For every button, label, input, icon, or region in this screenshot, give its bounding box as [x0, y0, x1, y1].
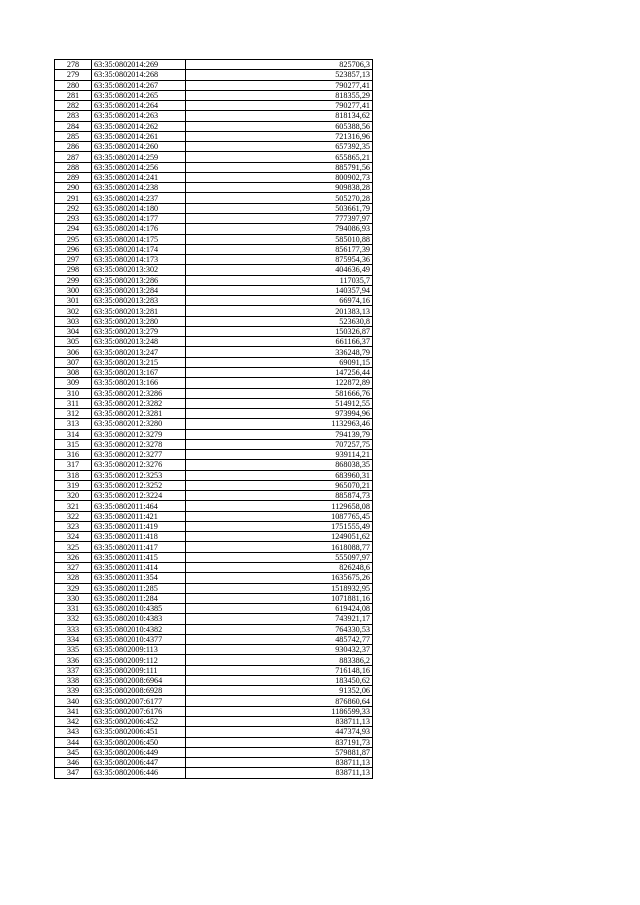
cadastral-number-cell: 63:35:0802012:3279 — [92, 429, 186, 439]
cadastral-value-cell: 1129658,08 — [186, 501, 373, 511]
cadastral-number-cell: 63:35:0802012:3276 — [92, 460, 186, 470]
cadastral-value-cell: 619424,08 — [186, 604, 373, 614]
cadastral-number-cell: 63:35:0802014:260 — [92, 142, 186, 152]
cadastral-number-cell: 63:35:0802013:215 — [92, 357, 186, 367]
cadastral-value-cell: 818355,29 — [186, 90, 373, 100]
table-row — [55, 634, 373, 644]
table-row — [55, 90, 373, 100]
cadastral-number-cell: 63:35:0802006:451 — [92, 727, 186, 737]
cadastral-number-cell: 63:35:0802013:283 — [92, 296, 186, 306]
table-row — [55, 593, 373, 603]
table-row — [55, 563, 373, 573]
cadastral-number-cell: 63:35:0802014:256 — [92, 162, 186, 172]
row-number-cell: 307 — [55, 357, 92, 367]
table-row — [55, 491, 373, 501]
table-row — [55, 532, 373, 542]
cadastral-value-cell: 579881,87 — [186, 747, 373, 757]
cadastral-value-cell: 336248,79 — [186, 347, 373, 357]
cadastral-number-cell: 63:35:0802006:452 — [92, 717, 186, 727]
cadastral-value-cell: 655865,21 — [186, 152, 373, 162]
cadastral-value-cell: 838711,13 — [186, 758, 373, 768]
cadastral-number-cell: 63:35:0802014:176 — [92, 224, 186, 234]
table-row — [55, 511, 373, 521]
cadastral-number-cell: 63:35:0802014:259 — [92, 152, 186, 162]
row-number-cell: 317 — [55, 460, 92, 470]
cadastral-value-cell: 818134,62 — [186, 111, 373, 121]
cadastral-value-cell: 661166,37 — [186, 337, 373, 347]
cadastral-value-cell: 505270,28 — [186, 193, 373, 203]
table-row — [55, 768, 373, 778]
row-number-cell: 284 — [55, 121, 92, 131]
cadastral-value-cell: 777397,97 — [186, 213, 373, 223]
table-row — [55, 573, 373, 583]
cadastral-value-cell: 514912,55 — [186, 398, 373, 408]
cadastral-value-cell: 183450,62 — [186, 675, 373, 685]
table-row — [55, 255, 373, 265]
cadastral-value-cell: 404636,49 — [186, 265, 373, 275]
row-number-cell: 291 — [55, 193, 92, 203]
table-row — [55, 183, 373, 193]
cadastral-number-cell: 63:35:0802013:302 — [92, 265, 186, 275]
row-number-cell: 339 — [55, 686, 92, 696]
cadastral-number-cell: 63:35:0802011:284 — [92, 593, 186, 603]
cadastral-value-cell: 743921,17 — [186, 614, 373, 624]
cadastral-value-cell: 868038,35 — [186, 460, 373, 470]
table-row — [55, 193, 373, 203]
cadastral-number-cell: 63:35:0802009:113 — [92, 645, 186, 655]
cadastral-number-cell: 63:35:0802014:241 — [92, 172, 186, 182]
table-row — [55, 737, 373, 747]
row-number-cell: 300 — [55, 285, 92, 295]
cadastral-number-cell: 63:35:0802011:415 — [92, 552, 186, 562]
cadastral-number-cell: 63:35:0802013:286 — [92, 275, 186, 285]
cadastral-number-cell: 63:35:0802008:6928 — [92, 686, 186, 696]
table-row — [55, 111, 373, 121]
row-number-cell: 313 — [55, 419, 92, 429]
cadastral-number-cell: 63:35:0802013:167 — [92, 367, 186, 377]
row-number-cell: 278 — [55, 60, 92, 70]
cadastral-number-cell: 63:35:0802013:248 — [92, 337, 186, 347]
table-row — [55, 162, 373, 172]
cadastral-number-cell: 63:35:0802011:418 — [92, 532, 186, 542]
table-row — [55, 367, 373, 377]
cadastral-number-cell: 63:35:0802013:166 — [92, 378, 186, 388]
row-number-cell: 312 — [55, 409, 92, 419]
cadastral-value-cell: 909838,28 — [186, 183, 373, 193]
table-row — [55, 265, 373, 275]
cadastral-value-cell: 930432,37 — [186, 645, 373, 655]
table-row — [55, 604, 373, 614]
row-number-cell: 311 — [55, 398, 92, 408]
cadastral-number-cell: 63:35:0802014:265 — [92, 90, 186, 100]
cadastral-value-cell: 581666,76 — [186, 388, 373, 398]
cadastral-value-cell: 1087765,45 — [186, 511, 373, 521]
cadastral-value-cell: 939114,21 — [186, 450, 373, 460]
row-number-cell: 303 — [55, 316, 92, 326]
cadastral-number-cell: 63:35:0802010:4383 — [92, 614, 186, 624]
cadastral-value-cell: 555097,97 — [186, 552, 373, 562]
cadastral-value-cell: 523857,13 — [186, 70, 373, 80]
cadastral-number-cell: 63:35:0802014:269 — [92, 60, 186, 70]
cadastral-number-cell: 63:35:0802006:446 — [92, 768, 186, 778]
table-row — [55, 542, 373, 552]
cadastral-value-cell: 794086,93 — [186, 224, 373, 234]
cadastral-number-cell: 63:35:0802013:281 — [92, 306, 186, 316]
table-row — [55, 337, 373, 347]
cadastral-value-cell: 707257,75 — [186, 439, 373, 449]
table-row — [55, 480, 373, 490]
cadastral-number-cell: 63:35:0802014:173 — [92, 255, 186, 265]
table-row — [55, 501, 373, 511]
row-number-cell: 285 — [55, 131, 92, 141]
row-number-cell: 335 — [55, 645, 92, 655]
row-number-cell: 309 — [55, 378, 92, 388]
row-number-cell: 326 — [55, 552, 92, 562]
row-number-cell: 341 — [55, 706, 92, 716]
row-number-cell: 295 — [55, 234, 92, 244]
row-number-cell: 345 — [55, 747, 92, 757]
cadastral-value-cell: 683960,31 — [186, 470, 373, 480]
table-row — [55, 552, 373, 562]
row-number-cell: 327 — [55, 563, 92, 573]
table-row — [55, 696, 373, 706]
cadastral-value-cell: 716148,16 — [186, 665, 373, 675]
cadastral-number-cell: 63:35:0802014:264 — [92, 101, 186, 111]
row-number-cell: 293 — [55, 213, 92, 223]
cadastral-number-cell: 63:35:0802012:3224 — [92, 491, 186, 501]
cadastral-value-cell: 790277,41 — [186, 80, 373, 90]
cadastral-number-cell: 63:35:0802011:285 — [92, 583, 186, 593]
row-number-cell: 298 — [55, 265, 92, 275]
table-row — [55, 727, 373, 737]
cadastral-value-cell: 117035,7 — [186, 275, 373, 285]
cadastral-value-cell: 1071881,16 — [186, 593, 373, 603]
table-row — [55, 378, 373, 388]
cadastral-number-cell: 63:35:0802012:3252 — [92, 480, 186, 490]
table-row — [55, 624, 373, 634]
cadastral-value-cell: 837191,73 — [186, 737, 373, 747]
cadastral-number-cell: 63:35:0802013:279 — [92, 326, 186, 336]
row-number-cell: 292 — [55, 203, 92, 213]
cadastral-value-cell: 790277,41 — [186, 101, 373, 111]
table-row — [55, 357, 373, 367]
table-body — [55, 60, 373, 779]
row-number-cell: 280 — [55, 80, 92, 90]
cadastral-value-cell: 657392,35 — [186, 142, 373, 152]
table-row — [55, 296, 373, 306]
cadastral-value-cell: 721316,96 — [186, 131, 373, 141]
table-row — [55, 460, 373, 470]
table-row — [55, 398, 373, 408]
row-number-cell: 305 — [55, 337, 92, 347]
cadastral-number-cell: 63:35:0802014:262 — [92, 121, 186, 131]
row-number-cell: 330 — [55, 593, 92, 603]
row-number-cell: 286 — [55, 142, 92, 152]
table-row — [55, 60, 373, 70]
table-row — [55, 70, 373, 80]
cadastral-value-cell: 1186599,33 — [186, 706, 373, 716]
row-number-cell: 340 — [55, 696, 92, 706]
cadastral-number-cell: 63:35:0802010:4377 — [92, 634, 186, 644]
row-number-cell: 334 — [55, 634, 92, 644]
row-number-cell: 324 — [55, 532, 92, 542]
cadastral-value-cell: 764330,53 — [186, 624, 373, 634]
table-row — [55, 101, 373, 111]
row-number-cell: 283 — [55, 111, 92, 121]
cadastral-value-cell: 838711,13 — [186, 768, 373, 778]
cadastral-value-cell: 122872,89 — [186, 378, 373, 388]
cadastral-value-cell: 1635675,26 — [186, 573, 373, 583]
table-row — [55, 665, 373, 675]
cadastral-value-cell: 876860,64 — [186, 696, 373, 706]
table-row — [55, 439, 373, 449]
table-row — [55, 717, 373, 727]
row-number-cell: 328 — [55, 573, 92, 583]
cadastral-value-cell: 69091,15 — [186, 357, 373, 367]
table-row — [55, 429, 373, 439]
row-number-cell: 318 — [55, 470, 92, 480]
row-number-cell: 316 — [55, 450, 92, 460]
row-number-cell: 294 — [55, 224, 92, 234]
row-number-cell: 321 — [55, 501, 92, 511]
document-page — [54, 59, 372, 779]
cadastral-number-cell: 63:35:0802012:3282 — [92, 398, 186, 408]
cadastral-value-cell: 485742,77 — [186, 634, 373, 644]
row-number-cell: 289 — [55, 172, 92, 182]
table-row — [55, 347, 373, 357]
cadastral-number-cell: 63:35:0802014:180 — [92, 203, 186, 213]
table-row — [55, 275, 373, 285]
cadastral-number-cell: 63:35:0802012:3253 — [92, 470, 186, 480]
cadastral-value-cell: 838711,13 — [186, 717, 373, 727]
cadastral-value-cell: 875954,36 — [186, 255, 373, 265]
row-number-cell: 322 — [55, 511, 92, 521]
cadastral-value-cell: 447374,93 — [186, 727, 373, 737]
row-number-cell: 290 — [55, 183, 92, 193]
cadastral-value-cell: 885874,73 — [186, 491, 373, 501]
row-number-cell: 297 — [55, 255, 92, 265]
row-number-cell: 282 — [55, 101, 92, 111]
row-number-cell: 308 — [55, 367, 92, 377]
table-row — [55, 142, 373, 152]
cadastral-value-table — [54, 59, 373, 779]
cadastral-value-cell: 885791,56 — [186, 162, 373, 172]
row-number-cell: 332 — [55, 614, 92, 624]
table-row — [55, 213, 373, 223]
cadastral-number-cell: 63:35:0802014:175 — [92, 234, 186, 244]
row-number-cell: 279 — [55, 70, 92, 80]
table-row — [55, 80, 373, 90]
cadastral-value-cell: 1249051,62 — [186, 532, 373, 542]
cadastral-value-cell: 150326,87 — [186, 326, 373, 336]
cadastral-number-cell: 63:35:0802011:414 — [92, 563, 186, 573]
cadastral-number-cell: 63:35:0802012:3286 — [92, 388, 186, 398]
cadastral-number-cell: 63:35:0802014:177 — [92, 213, 186, 223]
table-row — [55, 172, 373, 182]
row-number-cell: 296 — [55, 244, 92, 254]
cadastral-value-cell: 800902,73 — [186, 172, 373, 182]
cadastral-number-cell: 63:35:0802006:449 — [92, 747, 186, 757]
cadastral-value-cell: 1132963,46 — [186, 419, 373, 429]
cadastral-number-cell: 63:35:0802011:354 — [92, 573, 186, 583]
cadastral-value-cell: 523630,8 — [186, 316, 373, 326]
row-number-cell: 344 — [55, 737, 92, 747]
cadastral-value-cell: 585010,88 — [186, 234, 373, 244]
cadastral-number-cell: 63:35:0802014:237 — [92, 193, 186, 203]
cadastral-number-cell: 63:35:0802013:284 — [92, 285, 186, 295]
cadastral-number-cell: 63:35:0802014:238 — [92, 183, 186, 193]
table-row — [55, 121, 373, 131]
cadastral-number-cell: 63:35:0802011:417 — [92, 542, 186, 552]
row-number-cell: 310 — [55, 388, 92, 398]
table-row — [55, 450, 373, 460]
cadastral-value-cell: 965070,21 — [186, 480, 373, 490]
row-number-cell: 301 — [55, 296, 92, 306]
row-number-cell: 338 — [55, 675, 92, 685]
table-row — [55, 224, 373, 234]
table-row — [55, 747, 373, 757]
table-row — [55, 316, 373, 326]
row-number-cell: 333 — [55, 624, 92, 634]
table-row — [55, 614, 373, 624]
cadastral-number-cell: 63:35:0802012:3280 — [92, 419, 186, 429]
cadastral-value-cell: 973994,96 — [186, 409, 373, 419]
row-number-cell: 302 — [55, 306, 92, 316]
row-number-cell: 347 — [55, 768, 92, 778]
cadastral-number-cell: 63:35:0802011:421 — [92, 511, 186, 521]
table-row — [55, 244, 373, 254]
row-number-cell: 346 — [55, 758, 92, 768]
table-row — [55, 686, 373, 696]
row-number-cell: 343 — [55, 727, 92, 737]
row-number-cell: 287 — [55, 152, 92, 162]
cadastral-number-cell: 63:35:0802012:3281 — [92, 409, 186, 419]
cadastral-number-cell: 63:35:0802014:263 — [92, 111, 186, 121]
table-row — [55, 675, 373, 685]
cadastral-value-cell: 140357,94 — [186, 285, 373, 295]
cadastral-number-cell: 63:35:0802009:112 — [92, 655, 186, 665]
table-row — [55, 706, 373, 716]
cadastral-number-cell: 63:35:0802010:4385 — [92, 604, 186, 614]
table-row — [55, 131, 373, 141]
cadastral-number-cell: 63:35:0802013:280 — [92, 316, 186, 326]
cadastral-value-cell: 503661,79 — [186, 203, 373, 213]
row-number-cell: 320 — [55, 491, 92, 501]
table-row — [55, 152, 373, 162]
row-number-cell: 329 — [55, 583, 92, 593]
cadastral-value-cell: 794139,79 — [186, 429, 373, 439]
row-number-cell: 304 — [55, 326, 92, 336]
cadastral-number-cell: 63:35:0802008:6964 — [92, 675, 186, 685]
cadastral-number-cell: 63:35:0802007:6177 — [92, 696, 186, 706]
row-number-cell: 325 — [55, 542, 92, 552]
cadastral-number-cell: 63:35:0802012:3277 — [92, 450, 186, 460]
row-number-cell: 314 — [55, 429, 92, 439]
table-row — [55, 409, 373, 419]
cadastral-number-cell: 63:35:0802014:267 — [92, 80, 186, 90]
cadastral-value-cell: 826248,6 — [186, 563, 373, 573]
row-number-cell: 323 — [55, 521, 92, 531]
table-row — [55, 306, 373, 316]
cadastral-value-cell: 1751555,49 — [186, 521, 373, 531]
table-row — [55, 203, 373, 213]
table-row — [55, 285, 373, 295]
row-number-cell: 299 — [55, 275, 92, 285]
row-number-cell: 315 — [55, 439, 92, 449]
cadastral-value-cell: 1618088,77 — [186, 542, 373, 552]
row-number-cell: 342 — [55, 717, 92, 727]
cadastral-value-cell: 856177,39 — [186, 244, 373, 254]
cadastral-number-cell: 63:35:0802011:419 — [92, 521, 186, 531]
table-row — [55, 234, 373, 244]
cadastral-number-cell: 63:35:0802009:111 — [92, 665, 186, 675]
cadastral-value-cell: 201383,13 — [186, 306, 373, 316]
cadastral-number-cell: 63:35:0802014:261 — [92, 131, 186, 141]
row-number-cell: 281 — [55, 90, 92, 100]
table-row — [55, 419, 373, 429]
cadastral-number-cell: 63:35:0802007:6176 — [92, 706, 186, 716]
row-number-cell: 288 — [55, 162, 92, 172]
cadastral-number-cell: 63:35:0802006:447 — [92, 758, 186, 768]
table-row — [55, 521, 373, 531]
row-number-cell: 306 — [55, 347, 92, 357]
table-row — [55, 388, 373, 398]
row-number-cell: 336 — [55, 655, 92, 665]
table-row — [55, 645, 373, 655]
cadastral-value-cell: 883386,2 — [186, 655, 373, 665]
table-row — [55, 655, 373, 665]
cadastral-number-cell: 63:35:0802011:464 — [92, 501, 186, 511]
row-number-cell: 331 — [55, 604, 92, 614]
cadastral-number-cell: 63:35:0802010:4382 — [92, 624, 186, 634]
row-number-cell: 337 — [55, 665, 92, 675]
cadastral-value-cell: 825706,3 — [186, 60, 373, 70]
row-number-cell: 319 — [55, 480, 92, 490]
table-row — [55, 470, 373, 480]
table-row — [55, 326, 373, 336]
cadastral-value-cell: 605388,56 — [186, 121, 373, 131]
table-row — [55, 583, 373, 593]
cadastral-value-cell: 1518932,95 — [186, 583, 373, 593]
table-row — [55, 758, 373, 768]
cadastral-value-cell: 91352,06 — [186, 686, 373, 696]
cadastral-number-cell: 63:35:0802012:3278 — [92, 439, 186, 449]
cadastral-value-cell: 147256,44 — [186, 367, 373, 377]
cadastral-number-cell: 63:35:0802013:247 — [92, 347, 186, 357]
cadastral-number-cell: 63:35:0802014:174 — [92, 244, 186, 254]
cadastral-number-cell: 63:35:0802014:268 — [92, 70, 186, 80]
cadastral-value-cell: 66974,16 — [186, 296, 373, 306]
cadastral-number-cell: 63:35:0802006:450 — [92, 737, 186, 747]
